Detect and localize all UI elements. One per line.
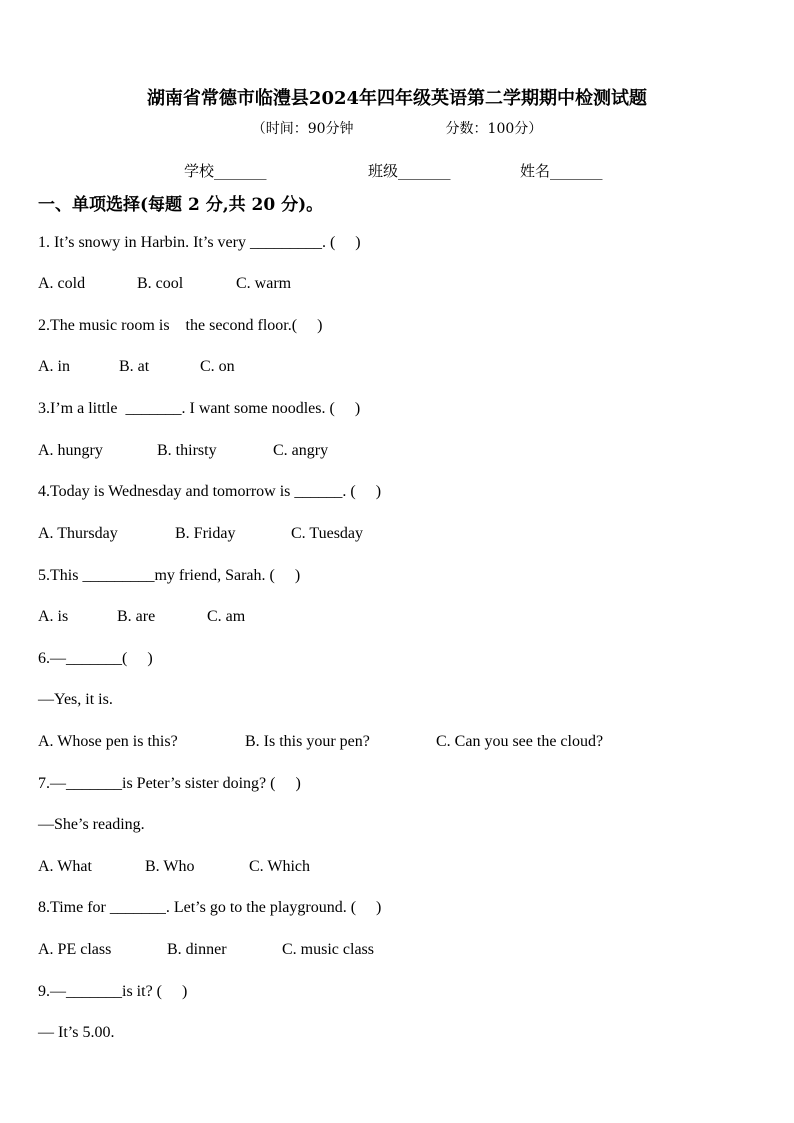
option-2b[interactable]: B. at: [119, 358, 150, 375]
question-9: 9.—_______is it? ( ): [38, 983, 188, 1000]
question-6: 6.—_______( ): [38, 650, 153, 667]
option-7c[interactable]: C. Which: [249, 858, 311, 875]
section-heading: 一、单项选择(每题 2 分,共 20 分)。: [38, 195, 324, 215]
question-4: 4.Today is Wednesday and tomorrow is ______. ( ): [38, 483, 382, 500]
option-3b[interactable]: B. thirsty: [157, 442, 217, 459]
question-1: 1. It’s snowy in Harbin. It’s very _________. ( ): [38, 234, 361, 251]
options-6: [38, 733, 603, 751]
question-5: 5.This _________my friend, Sarah. ( ): [38, 567, 301, 584]
question-3: 3.I’m a little _______. I want some noodles. ( ): [38, 400, 361, 417]
exam-meta: [0, 118, 794, 138]
options-7: [38, 858, 310, 876]
exam-score: 分数：100分）: [445, 121, 543, 137]
option-4b[interactable]: B. Friday: [175, 525, 236, 542]
option-2c[interactable]: C. on: [200, 358, 235, 375]
options-1: [38, 275, 291, 293]
option-1b[interactable]: B. cool: [137, 275, 184, 292]
exam-title: 湖南省常德市临澧县2024年四年级英语第二学期期中检测试题: [146, 88, 648, 109]
class-field[interactable]: 班级_______: [368, 162, 451, 180]
option-8a[interactable]: A. PE class: [38, 941, 112, 958]
name-field[interactable]: 姓名_______: [520, 162, 603, 180]
question-9-reply: — It’s 5.00.: [38, 1024, 115, 1041]
question-7-reply: —She’s reading.: [38, 816, 145, 833]
option-8c[interactable]: C. music class: [282, 941, 374, 958]
option-5a[interactable]: A. is: [38, 608, 69, 625]
option-6c[interactable]: C. Can you see the cloud?: [436, 733, 604, 750]
question-7: 7.—_______is Peter’s sister doing? ( ): [38, 775, 301, 792]
option-1c[interactable]: C. warm: [236, 275, 292, 292]
option-2a[interactable]: A. in: [38, 358, 70, 375]
option-6a[interactable]: A. Whose pen is this?: [38, 733, 178, 750]
option-5c[interactable]: C. am: [207, 608, 246, 625]
option-4c[interactable]: C. Tuesday: [291, 525, 364, 542]
option-1a[interactable]: A. cold: [38, 275, 86, 292]
options-2: [38, 358, 235, 376]
option-3c[interactable]: C. angry: [273, 442, 329, 459]
option-6b[interactable]: B. Is this your pen?: [245, 733, 370, 750]
option-8b[interactable]: B. dinner: [167, 941, 227, 958]
options-4: [38, 525, 363, 543]
options-5: [38, 608, 245, 626]
question-6-reply: —Yes, it is.: [38, 691, 113, 708]
option-4a[interactable]: A. Thursday: [38, 525, 118, 542]
exam-time: （时间：90分钟: [251, 121, 354, 137]
option-7a[interactable]: A. What: [38, 858, 92, 875]
option-3a[interactable]: A. hungry: [38, 442, 103, 459]
option-7b[interactable]: B. Who: [145, 858, 195, 875]
options-3: [38, 442, 328, 460]
option-5b[interactable]: B. are: [117, 608, 156, 625]
options-8: [38, 941, 374, 959]
school-field[interactable]: 学校_______: [184, 162, 267, 180]
question-2: 2.The music room is the second floor.( ): [38, 317, 323, 334]
question-8: 8.Time for _______. Let’s go to the playground. ( ): [38, 899, 382, 916]
